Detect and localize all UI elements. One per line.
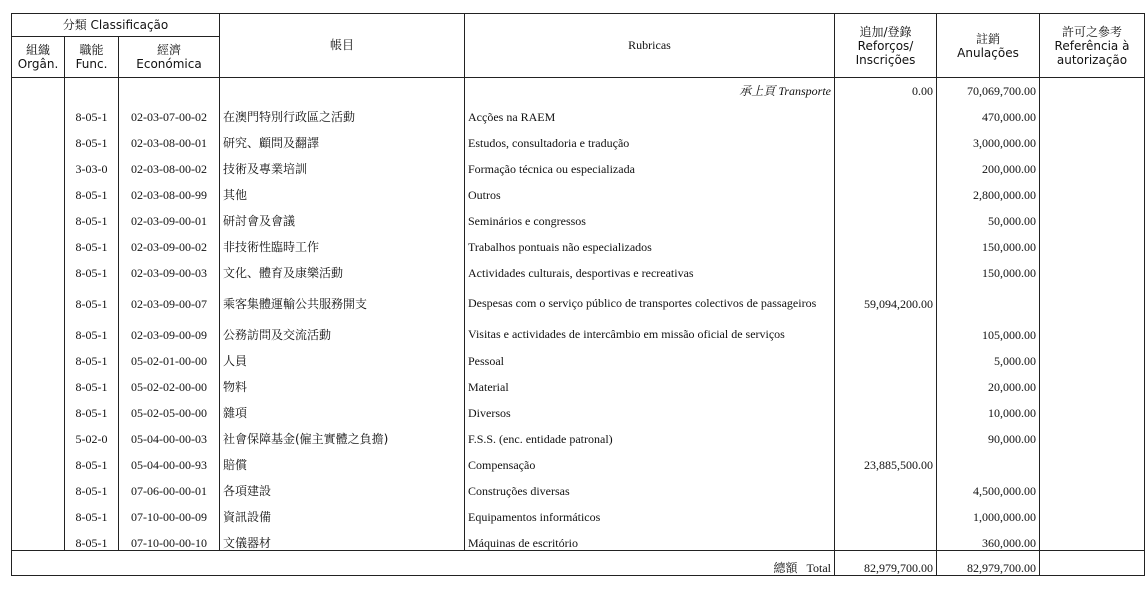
carry-reforcos: 0.00 bbox=[835, 78, 937, 99]
table-row bbox=[12, 98, 1145, 124]
cell-func: 8-05-1 bbox=[65, 228, 119, 254]
cell-anulacoes: 20,000.00 bbox=[937, 368, 1040, 394]
header-func: 職能 Func. bbox=[65, 37, 119, 78]
cell-func: 8-05-1 bbox=[65, 311, 119, 342]
cell-referencia bbox=[1040, 446, 1145, 472]
carry-ref bbox=[1040, 78, 1145, 99]
cell-zh-item: 資訊設備 bbox=[220, 498, 465, 524]
cell-reforcos bbox=[835, 202, 937, 228]
cell-referencia bbox=[1040, 498, 1145, 524]
header-zh-item: 帳目 bbox=[220, 14, 465, 78]
cell-organ bbox=[12, 498, 65, 524]
cell-zh-item: 物料 bbox=[220, 368, 465, 394]
cell-reforcos bbox=[835, 150, 937, 176]
cell-zh-item: 乘客集體運輸公共服務開支 bbox=[220, 280, 465, 311]
total-label-pt: Total bbox=[806, 561, 831, 575]
table-row bbox=[12, 150, 1145, 176]
cell-referencia bbox=[1040, 280, 1145, 311]
cell-economica: 05-04-00-00-93 bbox=[119, 446, 220, 472]
cell-rubrica: F.S.S. (enc. entidade patronal) bbox=[465, 420, 835, 446]
cell-economica: 07-06-00-00-01 bbox=[119, 472, 220, 498]
table-row bbox=[12, 420, 1145, 446]
cell-func: 8-05-1 bbox=[65, 98, 119, 124]
cell-func: 8-05-1 bbox=[65, 394, 119, 420]
cell-referencia bbox=[1040, 202, 1145, 228]
cell-referencia bbox=[1040, 311, 1145, 342]
cell-anulacoes: 90,000.00 bbox=[937, 420, 1040, 446]
cell-economica: 05-02-02-00-00 bbox=[119, 368, 220, 394]
cell-reforcos bbox=[835, 342, 937, 368]
cell-zh-item: 人員 bbox=[220, 342, 465, 368]
cell-anulacoes: 150,000.00 bbox=[937, 254, 1040, 280]
total-anulacoes: 82,979,700.00 bbox=[937, 551, 1040, 576]
cell-organ bbox=[12, 228, 65, 254]
cell-organ bbox=[12, 368, 65, 394]
cell-referencia bbox=[1040, 124, 1145, 150]
header-referencia: 許可之參考 Referência à autorização bbox=[1040, 14, 1145, 78]
cell-func: 8-05-1 bbox=[65, 446, 119, 472]
cell-economica: 02-03-09-00-02 bbox=[119, 228, 220, 254]
cell-economica: 05-04-00-00-03 bbox=[119, 420, 220, 446]
cell-reforcos bbox=[835, 368, 937, 394]
table-row bbox=[12, 498, 1145, 524]
cell-anulacoes: 150,000.00 bbox=[937, 228, 1040, 254]
cell-reforcos bbox=[835, 394, 937, 420]
cell-rubrica: Visitas e actividades de intercâmbio em missão oficial de serviços bbox=[465, 311, 835, 342]
cell-func: 3-03-0 bbox=[65, 150, 119, 176]
cell-referencia bbox=[1040, 150, 1145, 176]
cell-anulacoes: 5,000.00 bbox=[937, 342, 1040, 368]
cell-anulacoes: 2,800,000.00 bbox=[937, 176, 1040, 202]
cell-reforcos: 59,094,200.00 bbox=[835, 280, 937, 311]
cell-economica: 02-03-09-00-07 bbox=[119, 280, 220, 311]
cell-economica: 02-03-08-00-99 bbox=[119, 176, 220, 202]
cell-economica: 02-03-09-00-09 bbox=[119, 311, 220, 342]
cell-func: 8-05-1 bbox=[65, 524, 119, 551]
cell-func: 5-02-0 bbox=[65, 420, 119, 446]
cell-reforcos bbox=[835, 228, 937, 254]
cell-rubrica: Outros bbox=[465, 176, 835, 202]
cell-reforcos bbox=[835, 176, 937, 202]
carry-eco bbox=[119, 78, 220, 99]
table-row bbox=[12, 228, 1145, 254]
cell-func: 8-05-1 bbox=[65, 254, 119, 280]
cell-reforcos bbox=[835, 420, 937, 446]
cell-anulacoes: 50,000.00 bbox=[937, 202, 1040, 228]
cell-anulacoes: 200,000.00 bbox=[937, 150, 1040, 176]
cell-organ bbox=[12, 311, 65, 342]
cell-referencia bbox=[1040, 176, 1145, 202]
cell-anulacoes: 470,000.00 bbox=[937, 98, 1040, 124]
cell-organ bbox=[12, 202, 65, 228]
cell-organ bbox=[12, 342, 65, 368]
header-organ: 組織 Orgân. bbox=[12, 37, 65, 78]
cell-zh-item: 賠償 bbox=[220, 446, 465, 472]
carry-zh bbox=[220, 78, 465, 99]
cell-zh-item: 研討會及會議 bbox=[220, 202, 465, 228]
cell-economica: 07-10-00-00-09 bbox=[119, 498, 220, 524]
cell-organ bbox=[12, 150, 65, 176]
cell-reforcos bbox=[835, 472, 937, 498]
cell-anulacoes: 4,500,000.00 bbox=[937, 472, 1040, 498]
cell-economica: 02-03-09-00-01 bbox=[119, 202, 220, 228]
cell-economica: 02-03-09-00-03 bbox=[119, 254, 220, 280]
cell-economica: 02-03-07-00-02 bbox=[119, 98, 220, 124]
cell-economica: 02-03-08-00-01 bbox=[119, 124, 220, 150]
cell-referencia bbox=[1040, 368, 1145, 394]
carry-func bbox=[65, 78, 119, 99]
cell-rubrica: Acções na RAEM bbox=[465, 98, 835, 124]
cell-rubrica: Actividades culturais, desportivas e recreativas bbox=[465, 254, 835, 280]
cell-anulacoes: 10,000.00 bbox=[937, 394, 1040, 420]
cell-zh-item: 技術及專業培訓 bbox=[220, 150, 465, 176]
header-rubricas: Rubricas bbox=[465, 14, 835, 78]
cell-referencia bbox=[1040, 524, 1145, 551]
table-row bbox=[12, 176, 1145, 202]
cell-referencia bbox=[1040, 228, 1145, 254]
budget-table bbox=[11, 13, 1145, 576]
carry-row bbox=[12, 78, 1145, 99]
cell-organ bbox=[12, 524, 65, 551]
cell-rubrica: Pessoal bbox=[465, 342, 835, 368]
cell-rubrica: Seminários e congressos bbox=[465, 202, 835, 228]
total-label-zh: 總額 bbox=[773, 561, 798, 575]
cell-economica: 05-02-01-00-00 bbox=[119, 342, 220, 368]
table-row bbox=[12, 311, 1145, 342]
cell-reforcos bbox=[835, 254, 937, 280]
cell-reforcos bbox=[835, 311, 937, 342]
total-reforcos: 82,979,700.00 bbox=[835, 551, 937, 576]
header-classificacao: 分類 Classificação bbox=[12, 14, 220, 37]
cell-rubrica: Despesas com o serviço público de transportes colectivos de passageiros bbox=[465, 280, 835, 311]
total-row bbox=[12, 551, 1145, 576]
cell-func: 8-05-1 bbox=[65, 342, 119, 368]
header-anulacoes: 註銷 Anulações bbox=[937, 14, 1040, 78]
cell-reforcos bbox=[835, 124, 937, 150]
carry-label-zh: 承上頁 bbox=[739, 84, 776, 98]
cell-referencia bbox=[1040, 342, 1145, 368]
cell-rubrica: Estudos, consultadoria e tradução bbox=[465, 124, 835, 150]
cell-organ bbox=[12, 98, 65, 124]
cell-rubrica: Diversos bbox=[465, 394, 835, 420]
table-row bbox=[12, 446, 1145, 472]
cell-organ bbox=[12, 176, 65, 202]
budget-body bbox=[12, 78, 1145, 551]
carry-anulacoes: 70,069,700.00 bbox=[937, 78, 1040, 99]
cell-anulacoes bbox=[937, 446, 1040, 472]
cell-func: 8-05-1 bbox=[65, 124, 119, 150]
cell-zh-item: 公務訪問及交流活動 bbox=[220, 311, 465, 342]
table-row bbox=[12, 472, 1145, 498]
cell-reforcos: 23,885,500.00 bbox=[835, 446, 937, 472]
cell-anulacoes: 1,000,000.00 bbox=[937, 498, 1040, 524]
cell-organ bbox=[12, 446, 65, 472]
cell-func: 8-05-1 bbox=[65, 202, 119, 228]
cell-organ bbox=[12, 420, 65, 446]
table-row bbox=[12, 368, 1145, 394]
header-economica: 經濟 Económica bbox=[119, 37, 220, 78]
cell-zh-item: 研究、顧問及翻譯 bbox=[220, 124, 465, 150]
cell-zh-item: 其他 bbox=[220, 176, 465, 202]
cell-referencia bbox=[1040, 254, 1145, 280]
cell-anulacoes bbox=[937, 280, 1040, 311]
cell-zh-item: 雜項 bbox=[220, 394, 465, 420]
table-row bbox=[12, 254, 1145, 280]
cell-rubrica: Formação técnica ou especializada bbox=[465, 150, 835, 176]
table-row bbox=[12, 524, 1145, 551]
cell-reforcos bbox=[835, 524, 937, 551]
cell-rubrica: Construções diversas bbox=[465, 472, 835, 498]
cell-zh-item: 非技術性臨時工作 bbox=[220, 228, 465, 254]
total-ref bbox=[1040, 551, 1145, 576]
table-row bbox=[12, 124, 1145, 150]
cell-anulacoes: 360,000.00 bbox=[937, 524, 1040, 551]
cell-func: 8-05-1 bbox=[65, 472, 119, 498]
cell-organ bbox=[12, 394, 65, 420]
total-label bbox=[12, 551, 835, 576]
cell-reforcos bbox=[835, 498, 937, 524]
cell-referencia bbox=[1040, 420, 1145, 446]
cell-anulacoes: 105,000.00 bbox=[937, 311, 1040, 342]
cell-zh-item: 各項建設 bbox=[220, 472, 465, 498]
cell-rubrica: Equipamentos informáticos bbox=[465, 498, 835, 524]
cell-referencia bbox=[1040, 472, 1145, 498]
cell-func: 8-05-1 bbox=[65, 498, 119, 524]
cell-anulacoes: 3,000,000.00 bbox=[937, 124, 1040, 150]
table-row bbox=[12, 394, 1145, 420]
table-row bbox=[12, 202, 1145, 228]
carry-label bbox=[465, 78, 835, 99]
cell-rubrica: Trabalhos pontuais não especializados bbox=[465, 228, 835, 254]
cell-func: 8-05-1 bbox=[65, 176, 119, 202]
cell-zh-item: 文化、體育及康樂活動 bbox=[220, 254, 465, 280]
cell-reforcos bbox=[835, 98, 937, 124]
table-row bbox=[12, 280, 1145, 311]
cell-rubrica: Máquinas de escritório bbox=[465, 524, 835, 551]
cell-rubrica: Material bbox=[465, 368, 835, 394]
cell-organ bbox=[12, 124, 65, 150]
cell-zh-item: 文儀器材 bbox=[220, 524, 465, 551]
cell-economica: 02-03-08-00-02 bbox=[119, 150, 220, 176]
table-row bbox=[12, 342, 1145, 368]
cell-economica: 05-02-05-00-00 bbox=[119, 394, 220, 420]
cell-zh-item: 在澳門特別行政區之活動 bbox=[220, 98, 465, 124]
cell-rubrica: Compensação bbox=[465, 446, 835, 472]
cell-func: 8-05-1 bbox=[65, 368, 119, 394]
header-reforcos: 追加/登錄 Reforços/ Inscrições bbox=[835, 14, 937, 78]
carry-label-pt: Transporte bbox=[778, 84, 831, 98]
cell-organ bbox=[12, 472, 65, 498]
cell-organ bbox=[12, 280, 65, 311]
cell-economica: 07-10-00-00-10 bbox=[119, 524, 220, 551]
carry-organ bbox=[12, 78, 65, 99]
cell-zh-item: 社會保障基金(僱主實體之負擔) bbox=[220, 420, 465, 446]
cell-referencia bbox=[1040, 98, 1145, 124]
cell-func: 8-05-1 bbox=[65, 280, 119, 311]
cell-organ bbox=[12, 254, 65, 280]
cell-referencia bbox=[1040, 394, 1145, 420]
